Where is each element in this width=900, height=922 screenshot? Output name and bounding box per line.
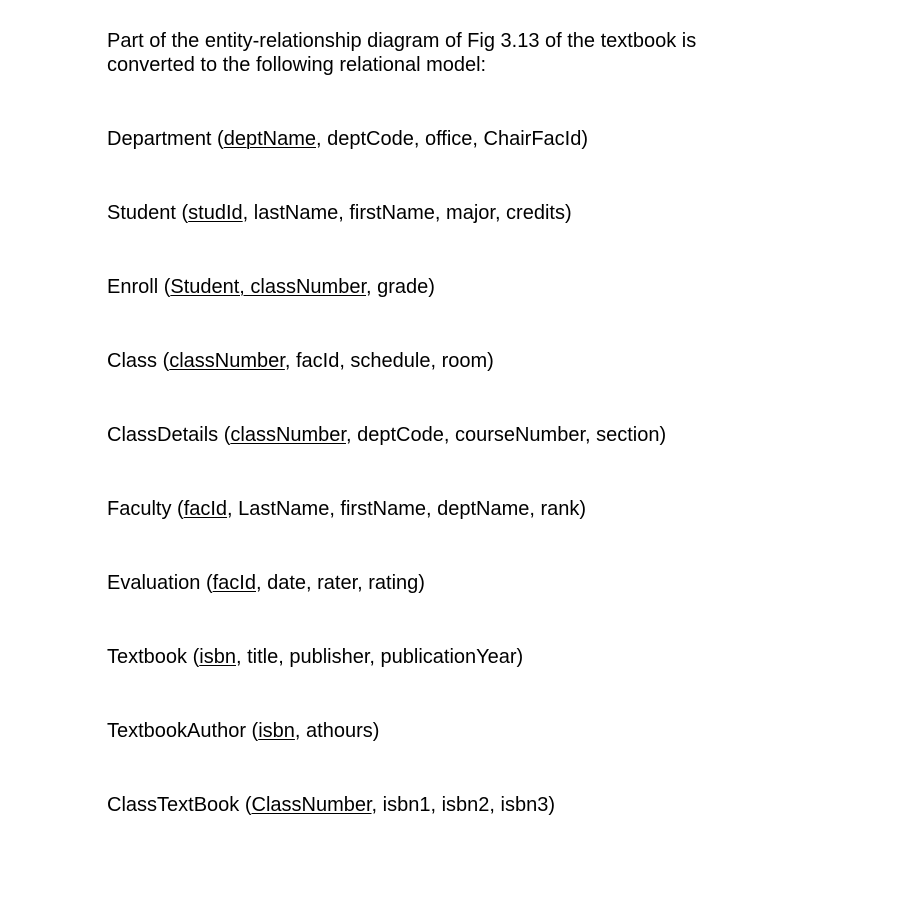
primary-key: facId: [212, 572, 256, 594]
primary-key: classNumber: [169, 350, 285, 372]
primary-key: classNumber: [230, 424, 346, 446]
relation-name: ClassTextBook: [107, 794, 240, 816]
relation-name: ClassDetails: [107, 424, 219, 446]
primary-key: deptName: [223, 128, 316, 150]
relation-attributes: , isbn1, isbn2, isbn3): [371, 794, 555, 816]
relation-attributes: , LastName, firstName, deptName, rank): [227, 498, 587, 520]
relation-class: Class (classNumber, facId, schedule, room): [107, 350, 494, 372]
intro-paragraph: [107, 29, 867, 77]
relation-enroll: Enroll (Student, classNumber, grade): [107, 276, 435, 298]
relation-attributes: , date, rater, rating): [255, 572, 425, 594]
relation-attributes: , title, publisher, publicationYear): [235, 646, 524, 668]
relation-classdetails: ClassDetails (classNumber, deptCode, courseNumber, section): [107, 424, 667, 446]
primary-key: isbn: [199, 646, 236, 668]
relation-name: Enroll: [107, 276, 159, 298]
relation-attributes: , deptCode, office, ChairFacId): [316, 128, 588, 150]
relation-department: Department (deptName, deptCode, office, ChairFacId): [107, 128, 588, 150]
relation-name: Department: [107, 128, 212, 150]
relation-name: Student: [107, 202, 176, 224]
relation-attributes: , athours): [294, 720, 380, 742]
relation-student: Student (studId, lastName, firstName, major, credits): [107, 202, 572, 224]
intro-line-1: Part of the entity-relationship diagram of Fig 3.13 of the textbook is: [107, 30, 697, 52]
relation-faculty: Faculty (facId, LastName, firstName, deptName, rank): [107, 498, 587, 520]
relational-model-list: [107, 127, 666, 867]
relation-attributes: , deptCode, courseNumber, section): [345, 424, 667, 446]
relation-textbook: Textbook (isbn, title, publisher, publicationYear): [107, 646, 524, 668]
relation-attributes: , grade): [366, 276, 435, 298]
relation-name: Evaluation: [107, 572, 201, 594]
relation-name: TextbookAuthor: [107, 720, 246, 742]
intro-line-2: converted to the following relational model:: [107, 54, 487, 76]
relation-name: Class: [107, 350, 158, 372]
primary-key: ClassNumber: [251, 794, 372, 816]
relation-evaluation: Evaluation (facId, date, rater, rating): [107, 572, 425, 594]
primary-key: Student, classNumber: [170, 276, 367, 298]
relation-attributes: , lastName, firstName, major, credits): [242, 202, 572, 224]
relation-classtextbook: ClassTextBook (ClassNumber, isbn1, isbn2, isbn3): [107, 794, 555, 816]
primary-key: isbn: [258, 720, 295, 742]
primary-key: facId: [183, 498, 228, 520]
primary-key: studId: [188, 202, 243, 224]
relation-name: Faculty: [107, 498, 172, 520]
relation-name: Textbook: [107, 646, 188, 668]
relation-textbookauthor: TextbookAuthor (isbn, athours): [107, 720, 380, 742]
relation-attributes: , facId, schedule, room): [284, 350, 494, 372]
